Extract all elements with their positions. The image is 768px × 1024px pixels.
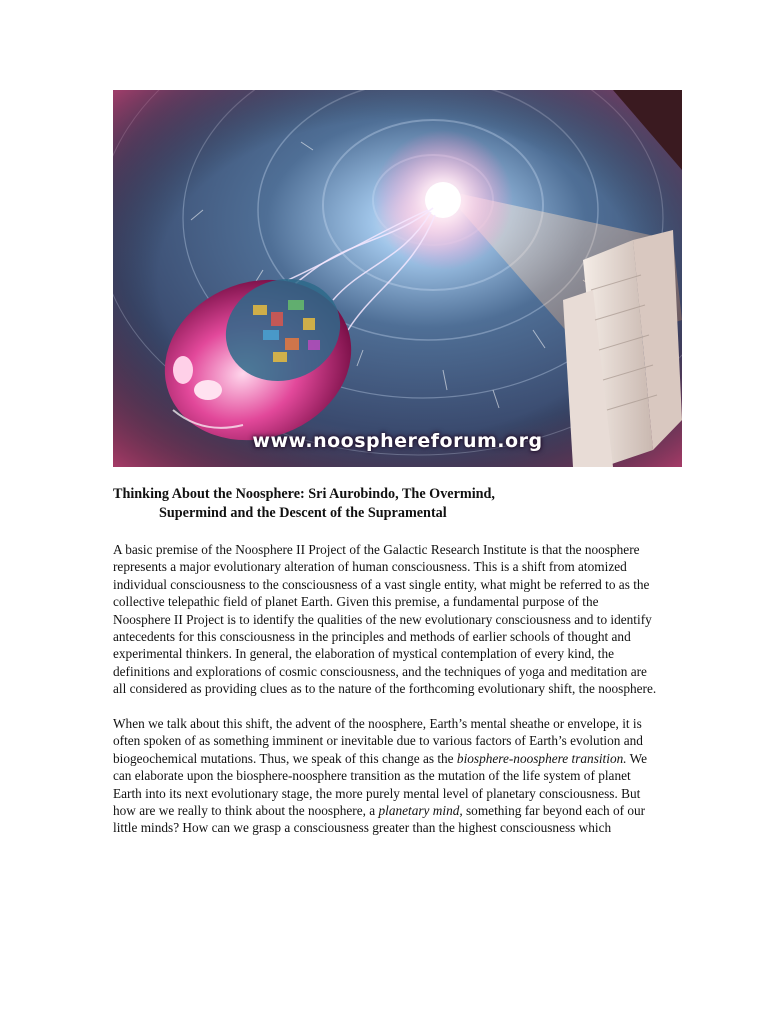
paragraph-2-emphasis-1: biosphere-noosphere transition.: [456, 750, 627, 766]
title-line-2: Supermind and the Descent of the Supramental: [159, 505, 447, 521]
hero-image: [113, 90, 682, 467]
paragraph-2-part-2: We can elaborate upon the biosphere-noosphere transition as the mutation of the life system of planet Earth into its next evolutionary stage, the more purely mental level of planetary consciousness. But how are we really to think about the noosphere, a: [113, 750, 648, 819]
hero-caption: www.noosphereforum.org: [252, 430, 543, 452]
paragraph-1: A basic premise of the Noosphere II Project of the Galactic Research Institute is that the noosphere represents a major evolutionary alteration of human consciousness. This is a shift from atomized individual consciousness to the consciousness of a vast single entity, what might be referred to as the collective telepathic field of planet Earth. Given this premise, a fundamental purpose of the Noosphere II Project is to identify the qualities of the new evolutionary consciousness and to identify antecedents for this consciousness in the principles and methods of earlier schools of thought and experimental thinkers. In general, the elaboration of mystical contemplation of every kind, the definitions and explorations of cosmic consciousness, and the techniques of yoga and meditation are all considered as providing clues as to the nature of the forthcoming evolutionary shift, the noosphere.: [113, 542, 657, 697]
title-line-1: Thinking About the Noosphere: Sri Aurobindo, The Overmind,: [113, 486, 495, 502]
paragraph-2-emphasis-2: planetary mind,: [378, 803, 463, 819]
document-title: [113, 485, 673, 523]
hero-illustration: [113, 90, 682, 467]
paragraph-2: [113, 715, 658, 837]
document-body: [113, 541, 658, 854]
paragraph-2-part-1: When we talk about this shift, the advent of the noosphere, Earth’s mental sheathe or envelope, it is often spoken of as something imminent or inevitable due to various factors of Earth’s evolution and biogeochemical mutations. Thus, we speak of this change as the: [113, 716, 643, 766]
paragraph-2-part-3: something far beyond each of our little minds? How can we grasp a consciousness greater than the highest consciousness which: [113, 803, 646, 836]
